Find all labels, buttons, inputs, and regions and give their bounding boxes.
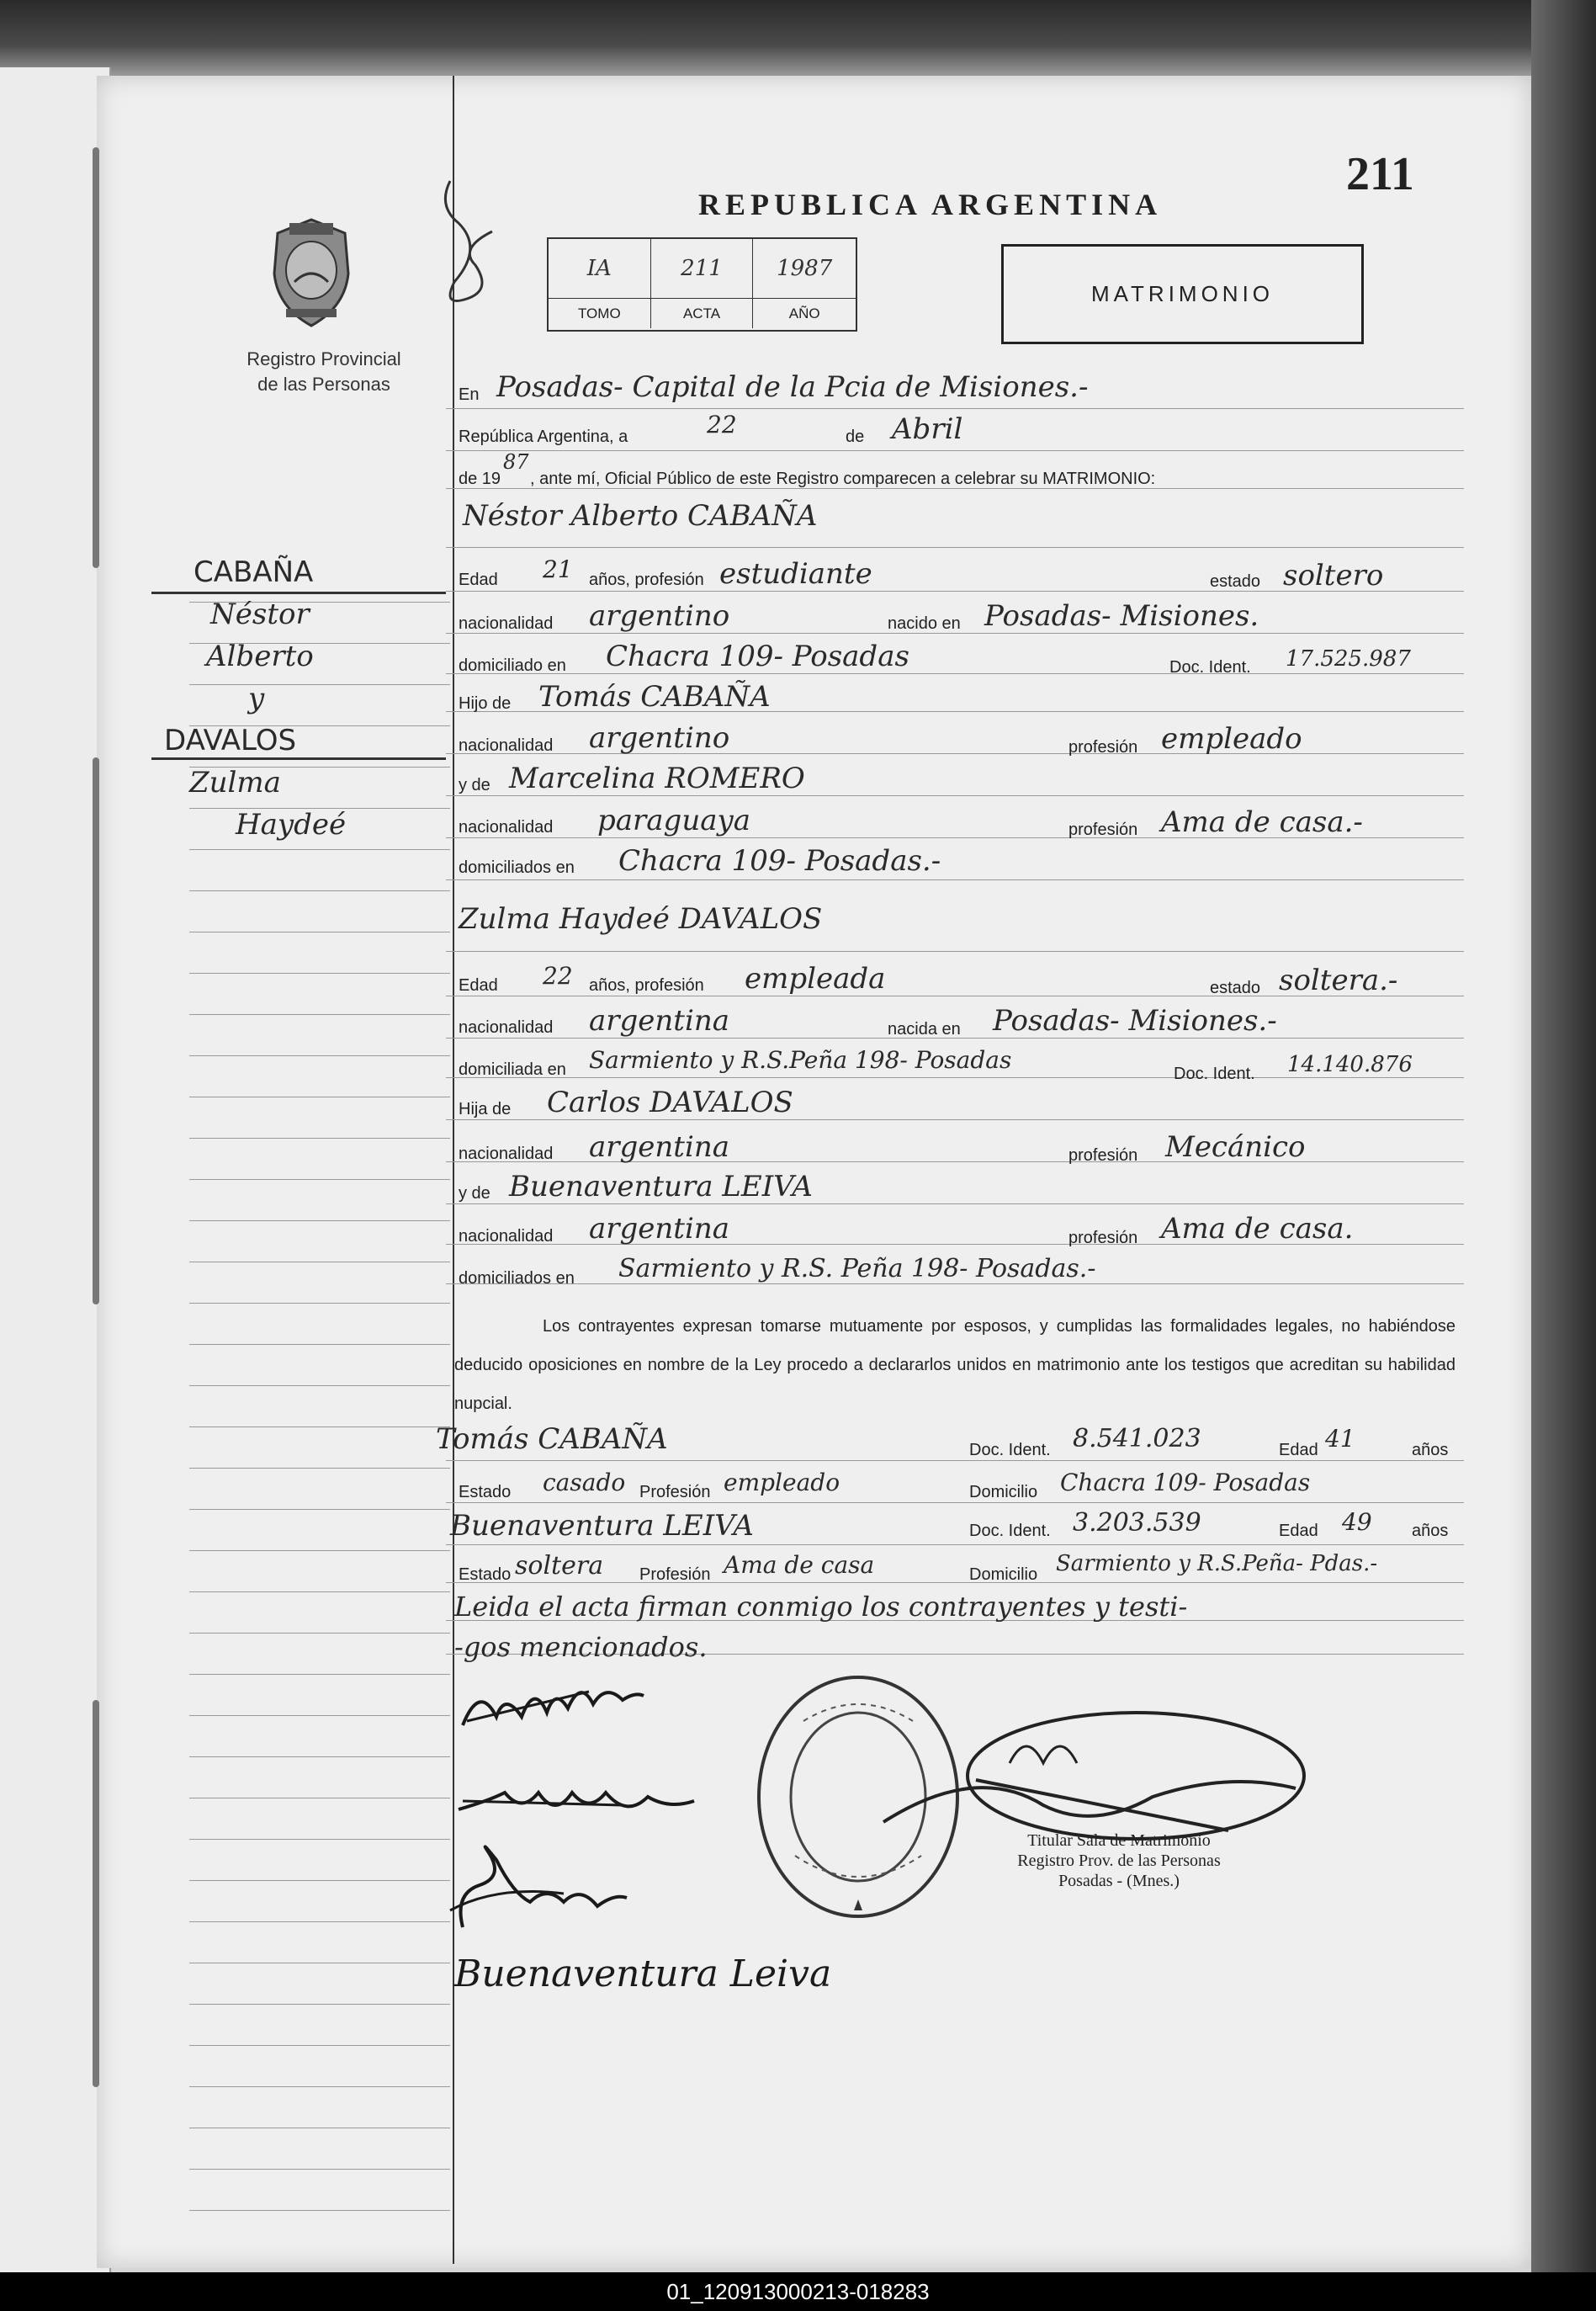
witness2-doc-id: 3.203.539 — [1073, 1508, 1201, 1538]
margin-rule — [189, 973, 450, 974]
witness1-name: Tomás CABAÑA — [436, 1422, 668, 1456]
provincial-emblem-icon — [261, 215, 362, 332]
margin-rule — [189, 890, 450, 891]
groom-mother-profession: Ama de casa.- — [1161, 805, 1363, 839]
page-number: 211 — [1346, 148, 1414, 200]
groom-mother-nationality: paraguaya — [597, 804, 750, 837]
year-suffix: 87 — [503, 450, 529, 474]
margin-name-surname-2: DAVALOS — [164, 724, 297, 757]
en-label: En — [459, 385, 480, 404]
ano-label: AÑO — [753, 298, 856, 328]
de-19-label: de 19 — [459, 470, 501, 488]
appear-text: , ante mí, Oficial Público de este Registro comparecen a celebrar su MATRIMONIO: — [530, 470, 1156, 488]
bride-father: Carlos DAVALOS — [547, 1086, 793, 1119]
bride-father-prof-label: profesión — [1068, 1146, 1138, 1165]
witness1-profession: empleado — [724, 1469, 840, 1496]
body-rule — [446, 1544, 1464, 1545]
groom-nationality: argentino — [589, 599, 730, 633]
bride-domicile: Sarmiento y R.S.Peña 198- Posadas — [589, 1046, 1012, 1074]
groom-birthplace: Posadas- Misiones. — [984, 599, 1259, 633]
republica-label: República Argentina, a — [459, 428, 628, 446]
closing-line-2: -gos mencionados. — [454, 1631, 708, 1663]
margin-rule — [189, 1921, 450, 1922]
bride-father-nationality: argentina — [589, 1130, 730, 1164]
bride-nacionalidad-label: nacionalidad — [459, 1018, 554, 1037]
margin-rule — [189, 1055, 450, 1056]
margin-rule — [189, 1468, 450, 1469]
bride-nacida-label: nacida en — [888, 1020, 961, 1039]
footer-id-bar — [0, 2272, 1596, 2311]
body-rule — [446, 795, 1464, 796]
bride-father-profession: Mecánico — [1165, 1130, 1306, 1164]
witness2-profession: Ama de casa — [724, 1551, 875, 1579]
bride-parents-domicile: Sarmiento y R.S. Peña 198- Posadas.- — [618, 1254, 1096, 1283]
groom-domiciliado-label: domiciliado en — [459, 656, 566, 675]
margin-divider — [151, 592, 446, 594]
day-value: 22 — [707, 411, 737, 438]
stamp-line-2: Registro Prov. de las Personas — [1017, 1851, 1221, 1870]
groom-domicile: Chacra 109- Posadas — [606, 640, 909, 673]
groom-profesion-label: años, profesión — [589, 571, 704, 589]
groom-profession: estudiante — [719, 557, 872, 591]
bride-mother: Buenaventura LEIVA — [509, 1170, 813, 1203]
declaration-paragraph: Los contrayentes expresan tomarse mutuamente por esposos, y cumplidas las formalidades legales, no habiéndose deducido oposiciones en nombre de la Ley procedo a declararlos unidos en matrimonio ante los testigos que acreditan su habilidad nupcial. — [454, 1317, 1455, 1413]
margin-rule — [189, 849, 450, 850]
binding-thread — [93, 757, 99, 1304]
margin-rule — [189, 1344, 450, 1345]
book-edge-right — [1531, 0, 1596, 2272]
registry-label-line2: de las Personas — [257, 374, 390, 395]
signature-witness-2: Buenaventura Leiva — [454, 1952, 832, 1995]
groom-mother-prof-label: profesión — [1068, 821, 1138, 839]
body-rule — [446, 951, 1464, 952]
margin-name-surname: CABAÑA — [194, 555, 314, 589]
reference-box — [547, 237, 857, 332]
margin-rule — [189, 1591, 450, 1592]
groom-father-nat-label: nacionalidad — [459, 736, 554, 755]
bride-doc-label: Doc. Ident. — [1174, 1065, 1255, 1083]
stamp-line-3: Posadas - (Mnes.) — [1058, 1872, 1180, 1890]
margin-name-conjunction: y — [248, 682, 265, 715]
witness1-doc-label: Doc. Ident. — [969, 1441, 1051, 1459]
margin-rule — [189, 2004, 450, 2005]
bride-father-nat-label: nacionalidad — [459, 1145, 554, 1163]
body-rule — [446, 547, 1464, 548]
groom-father-prof-label: profesión — [1068, 738, 1138, 757]
book-edge-top — [0, 0, 1596, 76]
body-rule — [446, 673, 1464, 674]
signature-witness-1 — [446, 1835, 639, 1944]
bride-profession: empleada — [745, 962, 886, 996]
bride-age: 22 — [543, 962, 573, 990]
witness2-civil-status: soltera — [515, 1551, 604, 1581]
margin-rule — [189, 1633, 450, 1634]
bride-doc-id: 14.140.876 — [1287, 1052, 1413, 1077]
margin-rule — [189, 2045, 450, 2046]
margin-rule — [189, 1509, 450, 1510]
margin-name-first-2: Zulma — [189, 766, 281, 800]
margin-rule — [189, 1014, 450, 1015]
bride-estado-label: estado — [1210, 979, 1261, 997]
month-value: Abril — [892, 412, 963, 446]
groom-doc-label: Doc. Ident. — [1169, 658, 1251, 677]
margin-rule — [189, 684, 450, 685]
signature-bride — [454, 1767, 698, 1835]
witness2-anos-label: años — [1412, 1522, 1449, 1540]
bride-y-de-label: y de — [459, 1184, 490, 1203]
bride-parents-dom-label: domiciliados en — [459, 1269, 575, 1288]
margin-name-first: Néstor — [210, 598, 310, 631]
margin-column — [99, 76, 454, 2264]
groom-nacido-label: nacido en — [888, 614, 961, 633]
groom-parents-dom-label: domiciliados en — [459, 858, 575, 877]
groom-civil-status: soltero — [1283, 559, 1384, 592]
groom-father: Tomás CABAÑA — [538, 680, 771, 714]
witness1-age: 41 — [1325, 1425, 1355, 1453]
bride-mother-nat-label: nacionalidad — [459, 1227, 554, 1246]
witness1-domicilio-label: Domicilio — [969, 1483, 1038, 1501]
body-rule — [446, 408, 1464, 409]
margin-name-middle: Alberto — [206, 640, 314, 673]
acta-value: 211 — [651, 239, 754, 298]
groom-age: 21 — [543, 555, 573, 583]
witness1-domicile: Chacra 109- Posadas — [1060, 1469, 1311, 1496]
body-rule — [446, 1582, 1464, 1583]
groom-y-de-label: y de — [459, 776, 490, 794]
stamp-line-1: Titular Sala de Matrimonio — [1027, 1831, 1211, 1850]
hija-label: Hija de — [459, 1100, 512, 1118]
body-rule — [446, 1283, 1464, 1284]
witness2-doc-label: Doc. Ident. — [969, 1522, 1051, 1540]
margin-rule — [189, 1715, 450, 1716]
margin-rule — [189, 1220, 450, 1221]
witness1-edad-label: Edad — [1279, 1441, 1318, 1459]
witness1-estado-label: Estado — [459, 1483, 512, 1501]
witness1-doc-id: 8.541.023 — [1073, 1424, 1201, 1453]
margin-rule — [189, 1426, 450, 1427]
witness1-anos-label: años — [1412, 1441, 1449, 1459]
place-value: Posadas- Capital de la Pcia de Misiones.- — [496, 370, 1089, 404]
margin-rule — [189, 2086, 450, 2087]
margin-rule — [189, 1674, 450, 1675]
binding-thread — [93, 1700, 99, 2087]
body-rule — [446, 1119, 1464, 1120]
margin-rule — [189, 1179, 450, 1180]
body-rule — [446, 450, 1464, 451]
groom-parents-domicile: Chacra 109- Posadas.- — [618, 844, 941, 878]
margin-divider — [151, 757, 446, 760]
witness2-domicilio-label: Domicilio — [969, 1565, 1038, 1584]
witness2-estado-label: Estado — [459, 1565, 512, 1584]
body-rule — [446, 879, 1464, 880]
bride-mother-nationality: argentina — [589, 1212, 730, 1246]
body-rule — [446, 1502, 1464, 1503]
body-rule — [446, 1460, 1464, 1461]
tomo-label: TOMO — [549, 298, 651, 328]
bride-nationality: argentina — [589, 1004, 730, 1038]
record-type-box: MATRIMONIO — [1001, 244, 1364, 344]
margin-rule — [189, 1138, 450, 1139]
bride-civil-status: soltera.- — [1279, 964, 1398, 997]
bride-domiciliada-label: domiciliada en — [459, 1060, 566, 1079]
body-rule — [446, 1077, 1464, 1078]
margin-rule — [189, 2169, 450, 2170]
bride-mother-profession: Ama de casa. — [1161, 1212, 1354, 1246]
acta-label: ACTA — [651, 298, 754, 328]
ano-value: 1987 — [777, 256, 833, 281]
margin-rule — [189, 1756, 450, 1757]
de-label: de — [846, 428, 865, 446]
groom-mother-nat-label: nacionalidad — [459, 818, 554, 837]
groom-estado-label: estado — [1210, 572, 1261, 591]
margin-rule — [189, 1880, 450, 1881]
margin-name-middle-2: Haydeé — [236, 808, 347, 842]
registry-label-line1: Registro Provincial — [247, 348, 401, 369]
tomo-value: IA — [549, 239, 651, 298]
binding-thread — [93, 147, 99, 568]
margin-rule — [189, 2210, 450, 2211]
margin-rule — [189, 1550, 450, 1551]
margin-rule — [189, 1385, 450, 1386]
groom-father-nationality: argentino — [589, 721, 730, 755]
margin-initial-signature — [433, 173, 509, 341]
country-title: REPUBLICA ARGENTINA — [698, 188, 1163, 221]
registry-label — [210, 347, 437, 397]
witness1-civil-status: casado — [543, 1469, 626, 1496]
hijo-label: Hijo de — [459, 694, 512, 713]
groom-name: Néstor Alberto CABAÑA — [463, 499, 818, 533]
witness2-age: 49 — [1342, 1508, 1372, 1536]
groom-nacionalidad-label: nacionalidad — [459, 614, 554, 633]
groom-father-profession: empleado — [1161, 722, 1302, 756]
witness1-profesion-label: Profesión — [639, 1483, 711, 1501]
witness2-name: Buenaventura LEIVA — [450, 1509, 754, 1543]
groom-doc-id: 17.525.987 — [1286, 646, 1411, 672]
official-stamp-text — [963, 1830, 1275, 1891]
margin-rule — [189, 1303, 450, 1304]
closing-line-1: Leida el acta firman conmigo los contrayentes y testi- — [454, 1591, 1188, 1623]
witness2-domicile: Sarmiento y R.S.Peña- Pdas.- — [1056, 1551, 1378, 1576]
bride-birthplace: Posadas- Misiones.- — [993, 1004, 1277, 1038]
groom-mother: Marcelina ROMERO — [509, 762, 805, 795]
bride-edad-label: Edad — [459, 976, 498, 995]
margin-rule — [189, 1839, 450, 1840]
body-rule — [446, 1203, 1464, 1204]
witness2-edad-label: Edad — [1279, 1522, 1318, 1540]
bride-profesion-label: años, profesión — [589, 976, 704, 995]
footer-id: 01_120913000213-018283 — [666, 2278, 930, 2304]
bride-name: Zulma Haydeé DAVALOS — [459, 902, 823, 936]
groom-edad-label: Edad — [459, 571, 498, 589]
signature-groom — [454, 1675, 648, 1742]
bride-mother-prof-label: profesión — [1068, 1229, 1138, 1247]
witness2-profesion-label: Profesión — [639, 1565, 711, 1584]
